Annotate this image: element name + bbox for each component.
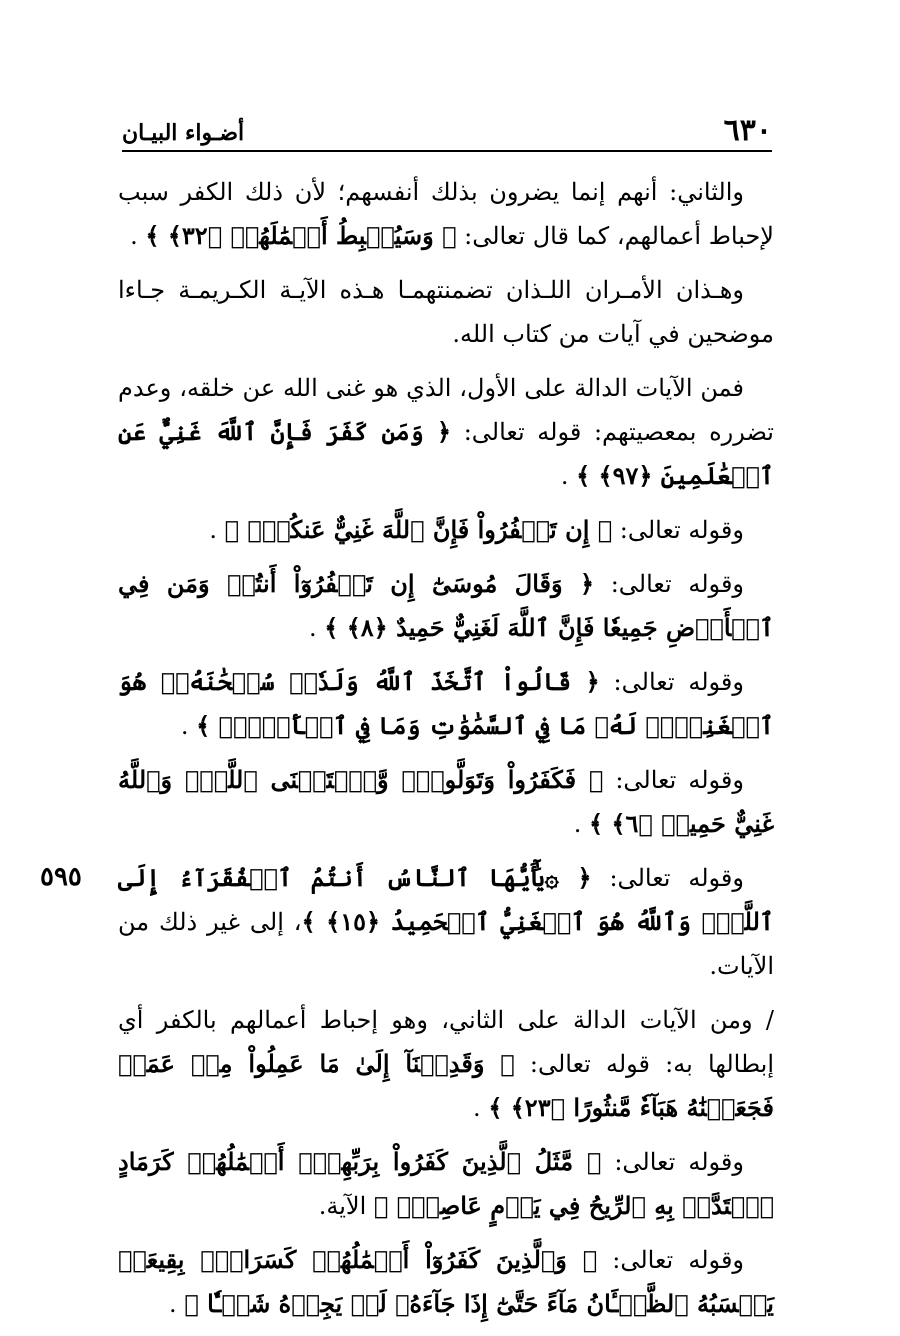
quran-verse: ﴿ إِن تَكۡفُرُواْ فَإِنَّ ٱللَّهَ غَنِيٌّ عَنكُمۡۖ ﴾ <box>224 515 613 544</box>
page-number: ٦٣٠ <box>723 113 772 148</box>
paragraph-tail: . <box>130 222 146 250</box>
paragraph-tail: . <box>560 462 577 490</box>
margin-page-reference: ٥٩٥ <box>40 862 82 892</box>
paragraph-text: وقوله تعالى: <box>599 668 744 696</box>
paragraph-text: وقوله تعالى: <box>601 1148 744 1176</box>
paragraph <box>118 268 774 356</box>
paragraph <box>118 170 774 258</box>
quran-verse: ﴿ وَقَالَ مُوسَىٰٓ إِن تَكۡفُرُوٓاْ أَنتُمۡ وَمَن فِي ٱلۡأَرۡضِ جَمِيعٗا فَإِنَّ ٱللَّهَ لَغَنِيٌّ حَمِيدٌ ﴿٨﴾ ﴾ <box>118 569 774 642</box>
paragraph-text: والثاني: أنهم إنما يضرون بذلك أنفسهم؛ لأن ذلك الكفر سبب لإحباط أعمالهم، كما قال تعالى: <box>118 178 774 250</box>
paragraph <box>118 1238 774 1326</box>
paragraph <box>118 660 774 748</box>
paragraph <box>118 998 774 1130</box>
paragraph-text: وقوله تعالى: <box>591 864 744 892</box>
paragraph-tail: . <box>473 1094 489 1122</box>
paragraph <box>118 1140 774 1228</box>
paragraph <box>118 508 774 552</box>
paragraph <box>118 562 774 650</box>
paragraph-text: / ومن الآيات الدالة على الثاني، وهو إحباط أعمالهم بالكفر أي إبطالها به: قوله تعالى: <box>118 1006 774 1078</box>
body-text <box>118 170 774 1336</box>
paragraph-text: فمن الآيات الدالة على الأول، الذي هو غنى الله عن خلقه، وعدم تضرره بمعصيتهم: قوله تعالى: <box>118 374 774 446</box>
paragraph-text: وقوله تعالى: <box>603 766 744 794</box>
page-header <box>122 100 772 152</box>
paragraph-tail: الآية. <box>318 1192 374 1220</box>
quran-verse: ﴿ ۞يَٰٓأَيُّهَا ٱلنَّاسُ أَنتُمُ ٱلۡفُقَرَآءُ إِلَى ٱللَّهِۖ وَٱللَّهُ هُوَ ٱلۡغَنِيُّ ٱلۡحَمِيدُ ﴿١٥﴾ ﴾ <box>118 863 774 936</box>
paragraph <box>118 758 774 846</box>
quran-verse: ﴿ وَقَدِمۡنَآ إِلَىٰ مَا عَمِلُواْ مِنۡ عَمَلٖ فَجَعَلۡنَٰهُ هَبَآءٗ مَّنثُورًا ﴿٢٣﴾ ﴾ <box>118 1049 774 1122</box>
quran-verse: ﴿ قَالُواْ ٱتَّخَذَ ٱللَّهُ وَلَدٗاۗ سُبۡحَٰنَهُۥۖ هُوَ ٱلۡغَنِيُّۖ لَهُۥ مَا فِي ٱلسَّمَٰوَٰتِ وَمَا فِي ٱلۡأَرۡضِۚ ﴾ <box>118 667 774 740</box>
paragraph-tail: . <box>209 516 225 544</box>
quran-verse: ﴿ وَسَيُحۡبِطُ أَعۡمَٰلَهُمۡ ﴿٣٢﴾ ﴾ <box>145 221 457 250</box>
paragraph-tail: . <box>180 712 197 740</box>
paragraph-text: وقوله تعالى: <box>594 570 745 598</box>
paragraph-tail: . <box>169 1290 185 1318</box>
quran-verse: ﴿ وَٱلَّذِينَ كَفَرُوٓاْ أَعۡمَٰلُهُمۡ كَسَرَابِۭ بِقِيعَةٖ يَحۡسَبُهُ ٱلظَّمۡـَٔانُ مَآءً حَتَّىٰٓ إِذَا جَآءَهُۥ لَمۡ يَجِدۡهُ شَيۡـٔٗا ﴾ <box>118 1245 774 1318</box>
paragraph <box>118 856 774 988</box>
paragraph-tail: . <box>573 810 589 838</box>
quran-verse: ﴿ وَمَن كَفَرَ فَإِنَّ ٱللَّهَ غَنِيٌّ عَنِ ٱلۡعَٰلَمِينَ ﴿٩٧﴾ ﴾ <box>118 417 774 490</box>
paragraph-text: وقوله تعالى: <box>612 516 744 544</box>
paragraph-tail: . <box>309 614 325 642</box>
quran-verse: ﴿ فَكَفَرُواْ وَتَوَلَّواْۚ وَّٱسۡتَغۡنَى ٱللَّهُۚ وَٱللَّهُ غَنِيٌّ حَمِيدٞ ﴿٦﴾ ﴾ <box>118 765 774 838</box>
paragraph <box>118 366 774 498</box>
paragraph-tail: ، إلى غير ذلك من الآيات. <box>118 908 774 980</box>
running-title: أضـواء البيـان <box>122 120 245 146</box>
quran-verse: ﴿ مَّثَلُ ٱلَّذِينَ كَفَرُواْ بِرَبِّهِمۡۖ أَعۡمَٰلُهُمۡ كَرَمَادٍ ٱشۡتَدَّتۡ بِهِ ٱلرِّيحُ فِي يَوۡمٍ عَاصِفٖۖ ﴾ <box>118 1147 774 1220</box>
paragraph-text: وهـذان الأمـران اللـذان تضمنتهمـا هـذه الآيـة الكـريمـة جـاءا موضحين في آيات من كتاب الله. <box>118 276 774 348</box>
paragraph-text: وقوله تعالى: <box>597 1246 745 1274</box>
